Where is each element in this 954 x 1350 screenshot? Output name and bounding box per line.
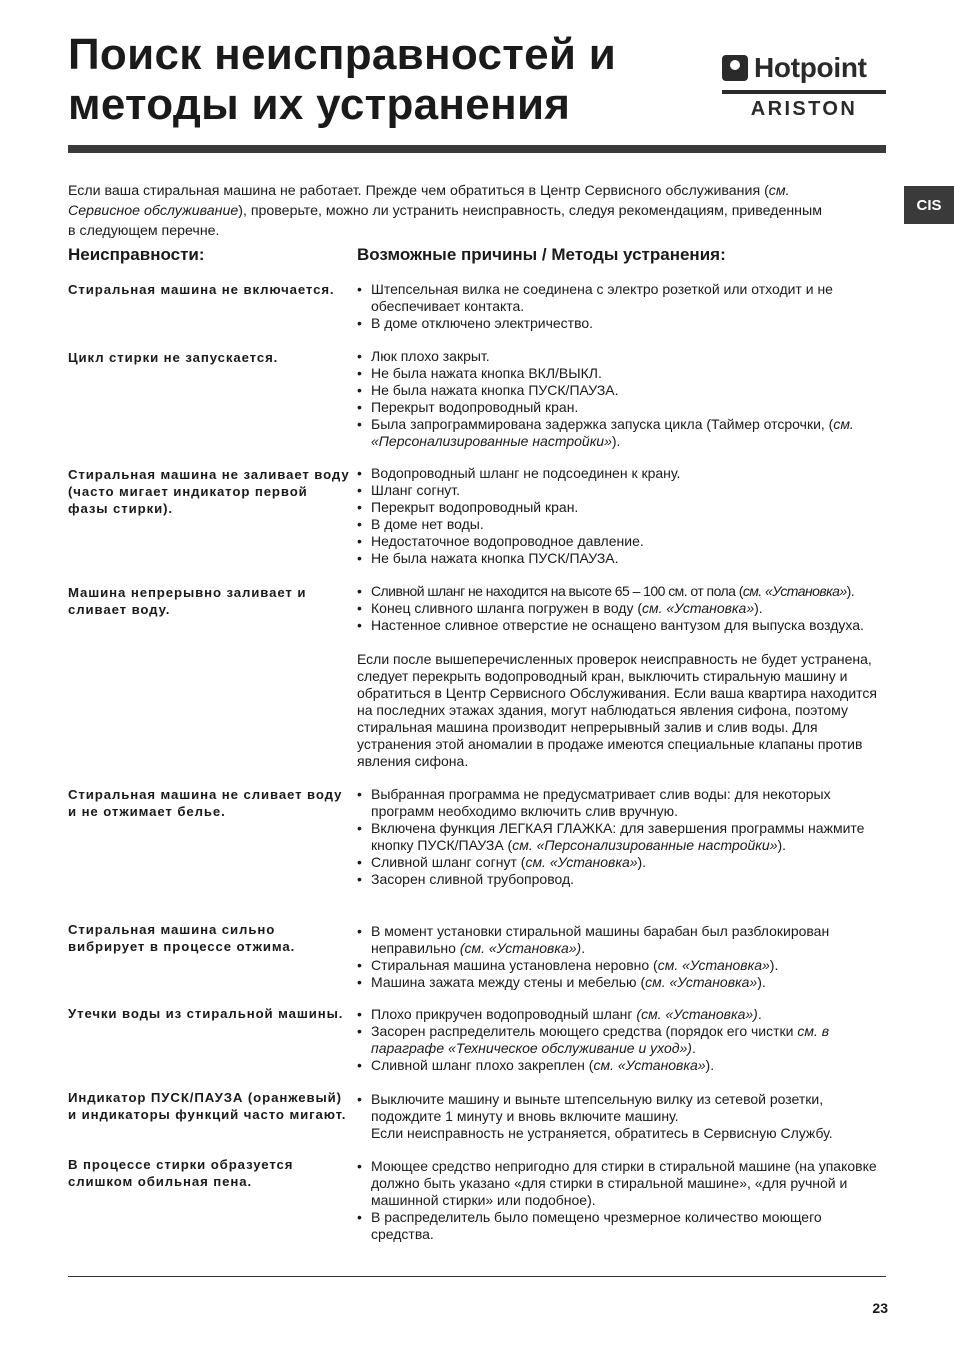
cause-item: • Засорен распределитель моющего средства (порядок его чистки см. в параграфе «Техническое обслуживание и уход»). [357, 1023, 877, 1057]
cause-item: • Плохо прикручен водопроводный шланг (см. «Установка»). [357, 1006, 877, 1023]
cause-list [357, 465, 877, 567]
cause-item: • Настенное сливное отверстие не оснащено вантузом для выпуска воздуха. [357, 617, 877, 634]
cause-item: • Перекрыт водопроводный кран. [357, 399, 877, 416]
cause-item: • Засорен сливной трубопровод. [357, 871, 877, 888]
intro-paragraph [68, 181, 828, 241]
cause-item: • Сливной шланг не находится на высоте 65 – 100 см. от пола (см. «Установка»). [357, 583, 877, 600]
cause-list [357, 1158, 877, 1243]
brand-name: Hotpoint [754, 52, 867, 83]
page-number: 23 [872, 1300, 888, 1316]
cause-item: • Моющее средство непригодно для стирки в стиральной машине (на упаковке должно быть указано «для стирки в стиральной машине», «для ручной и машинной стирки» или подобное). [357, 1158, 877, 1209]
cause-item: • Штепсельная вилка не соединена с электро розеткой или отходит и не обеспечивает контакта. [357, 281, 877, 315]
cause-item: • Перекрыт водопроводный кран. [357, 499, 877, 516]
cause-item: • Не была нажата кнопка ПУСК/ПАУЗА. [357, 382, 877, 399]
cause-note: Если после вышеперечисленных проверок неисправность не будет устранена, следует перекрыть водопроводный кран, выключить стиральную машину и обратиться в Центр Сервисного Обслуживания. Если ваша квартира находится на последних этажах здания, могут наблюдаться явления сифона, поэтому стиральная машина производит непрерывный залив и слив воды. Для устранения этой аномалии в продаже имеются специальные клапаны против явления сифона. [357, 651, 878, 769]
intro-text-1: Если ваша стиральная машина не работает. Прежде чем обратиться в Центр Сервисного обслуживания ( [68, 183, 769, 199]
page-title-line-2: методы их устранения [68, 80, 571, 129]
cause-list [357, 348, 877, 450]
cause-item: • Не была нажата кнопка ВКЛ/ВЫКЛ. [357, 365, 877, 382]
problems-column-heading: Неисправности: [68, 245, 205, 264]
cause-item: • Шланг согнут. [357, 482, 877, 499]
cause-list [357, 923, 877, 991]
header-rule [68, 145, 886, 153]
cause-item: • В распределитель было помещено чрезмерное количество моющего средства. [357, 1209, 877, 1243]
problem-text: Цикл стирки не запускается. [68, 350, 279, 365]
page-title [68, 30, 708, 130]
cause-item: • Выключите машину и выньте штепсельную вилку из сетевой розетки, подождите 1 минуту и вновь включите машину. Если неисправность не устраняется, обратитесь в Сервисную Службу. [357, 1091, 877, 1142]
language-tab: CIS [904, 186, 954, 224]
cause-item: • Не была нажата кнопка ПУСК/ПАУЗА. [357, 550, 877, 567]
cause-item: • Машина зажата между стены и мебелью (см. «Установка»). [357, 974, 877, 991]
cause-item: • Сливной шланг согнут (см. «Установка»). [357, 854, 877, 871]
cause-continuation: Если неисправность не устраняется, обратитесь в Сервисную Службу. [371, 1125, 833, 1141]
cause-item: • Люк плохо закрыт. [357, 348, 877, 365]
cause-list [357, 786, 877, 888]
cause-item: • Недостаточное водопроводное давление. [357, 533, 877, 550]
problem-text: Стиральная машина не заливает воду (часто мигает индикатор первой фазы стирки). [68, 467, 350, 516]
problem-text: Стиральная машина не включается. [68, 282, 335, 297]
cause-item: • Стиральная машина установлена неровно (см. «Установка»). [357, 957, 877, 974]
cause-list [357, 1006, 877, 1074]
cause-item: • В доме отключено электричество. [357, 315, 877, 332]
cause-item: • Водопроводный шланг не подсоединен к крану. [357, 465, 877, 482]
cause-list [357, 583, 877, 634]
cause-item: • Была запрограммирована задержка запуска цикла (Таймер отсрочки, (см. «Персонализированные настройки»). [357, 416, 877, 450]
cause-item: • Выбранная программа не предусматривает слив воды: для некоторых программ необходимо включить слив вручную. [357, 786, 877, 820]
cause-item: • В доме нет воды. [357, 516, 877, 533]
problem-text: Утечки воды из стиральной машины. [68, 1006, 344, 1021]
cause-item: • В момент установки стиральной машины барабан был разблокирован неправильно (см. «Установка»). [357, 923, 877, 957]
brand-mark-icon [722, 55, 748, 81]
cause-list [357, 281, 877, 332]
problem-text: Машина непрерывно заливает и сливает воду. [68, 585, 307, 617]
cause-list [357, 1091, 877, 1142]
footer-rule [68, 1276, 886, 1277]
problem-text: В процессе стирки образуется слишком обильная пена. [68, 1157, 294, 1189]
problem-text: Стиральная машина не сливает воду и не отжимает белье. [68, 787, 343, 819]
intro-text-2: ), проверьте, можно ли устранить неисправность, следуя рекомендациям, приведенным в следующем перечне. [68, 203, 822, 239]
brand-subname: ARISTON [750, 98, 858, 120]
intro-reference: см. Сервисное обслуживание [68, 183, 790, 219]
cause-item: • Сливной шланг плохо закреплен (см. «Установка»). [357, 1057, 877, 1074]
cause-item: • Конец сливного шланга погружен в воду (см. «Установка»). [357, 600, 877, 617]
brand-divider [722, 90, 886, 94]
problem-text: Стиральная машина сильно вибрирует в процессе отжима. [68, 922, 296, 954]
causes-column-heading: Возможные причины / Методы устранения: [357, 245, 726, 264]
cause-item: • Включена функция ЛЕГКАЯ ГЛАЖКА: для завершения программы нажмите кнопку ПУСК/ПАУЗА (см. «Персонализированные настройки»). [357, 820, 877, 854]
page-title-line-1: Поиск неисправностей и [68, 30, 617, 79]
problem-text: Индикатор ПУСК/ПАУЗА (оранжевый) и индикаторы функций часто мигают. [68, 1090, 347, 1122]
brand-logo [722, 52, 886, 122]
